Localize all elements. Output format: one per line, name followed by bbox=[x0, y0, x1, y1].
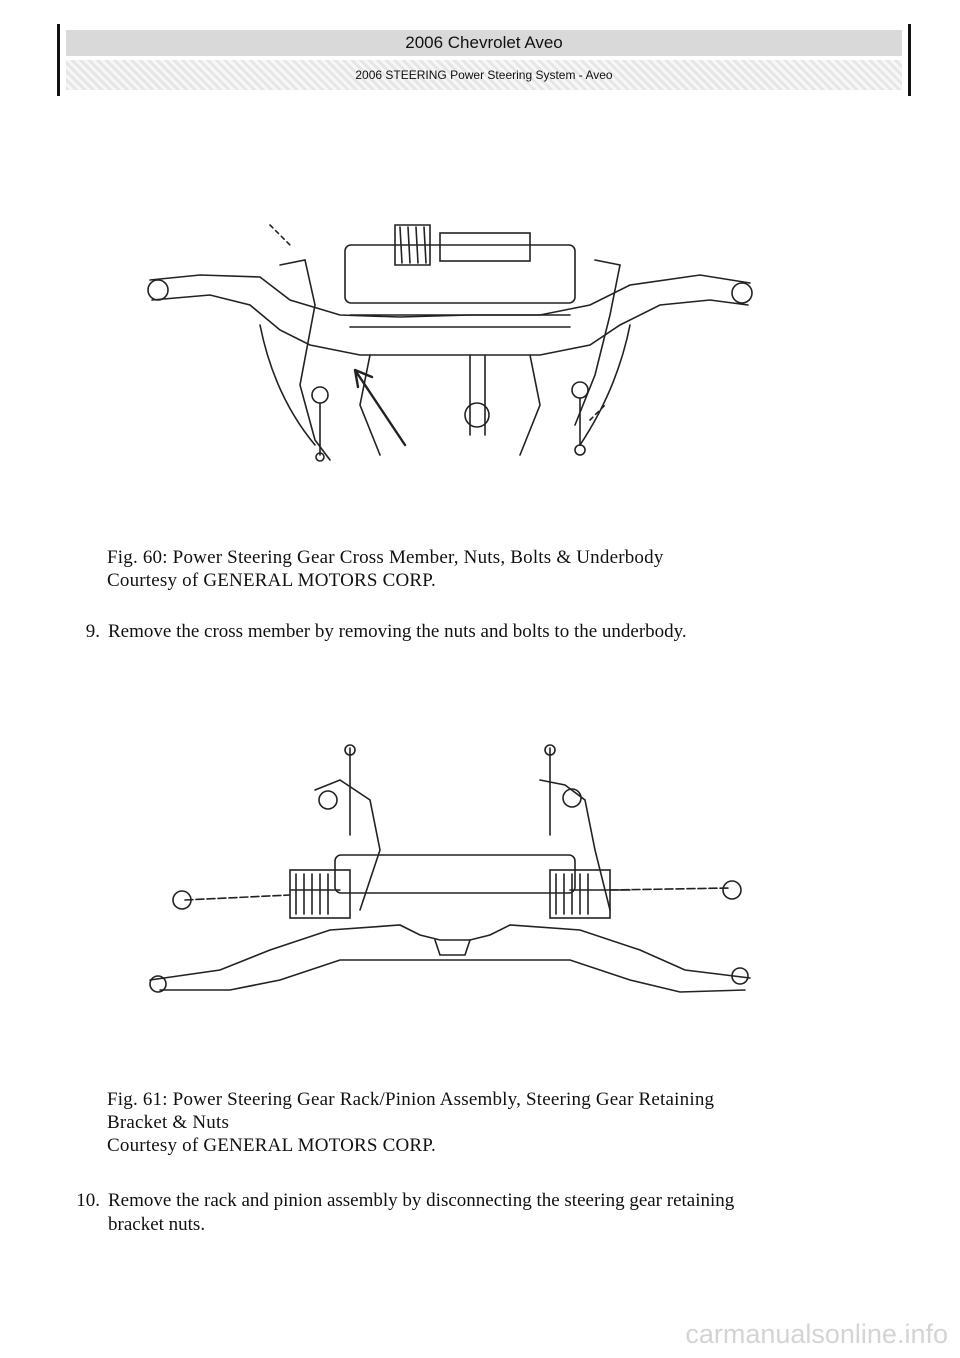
figure-60-caption-courtesy: Courtesy of GENERAL MOTORS CORP. bbox=[107, 570, 436, 591]
figure-61-caption-title: Fig. 61: Power Steering Gear Rack/Pinion Assembly, Steering Gear Retaining bbox=[107, 1089, 715, 1110]
step-10-text bbox=[108, 1189, 858, 1237]
figure-61-caption bbox=[107, 1088, 867, 1157]
step-9-number: 9. bbox=[85, 621, 100, 642]
step-9-text: Remove the cross member by removing the nuts and bolts to the underbody. bbox=[108, 621, 687, 642]
document-subtitle: 2006 STEERING Power Steering System - Aveo bbox=[66, 60, 902, 90]
step-10-text-line2: bracket nuts. bbox=[108, 1214, 206, 1235]
step-10-number: 10. bbox=[76, 1190, 100, 1211]
figure-61-caption-courtesy: Courtesy of GENERAL MOTORS CORP. bbox=[107, 1135, 436, 1156]
figure-60-caption-title: Fig. 60: Power Steering Gear Cross Member, Nuts, Bolts & Underbody bbox=[107, 547, 664, 568]
figure-60-illustration bbox=[140, 205, 760, 470]
figure-61-illustration bbox=[140, 740, 760, 1005]
figure-60-caption bbox=[107, 546, 867, 592]
figure-61-caption-title-cont: Bracket & Nuts bbox=[107, 1112, 230, 1133]
step-9 bbox=[60, 620, 860, 646]
document-title: 2006 Chevrolet Aveo bbox=[66, 30, 902, 56]
page-header bbox=[57, 24, 911, 96]
step-10-text-line1: Remove the rack and pinion assembly by disconnecting the steering gear retaining bbox=[108, 1190, 735, 1211]
watermark: carmanualsonline.info bbox=[685, 1319, 948, 1349]
step-10 bbox=[60, 1189, 860, 1241]
